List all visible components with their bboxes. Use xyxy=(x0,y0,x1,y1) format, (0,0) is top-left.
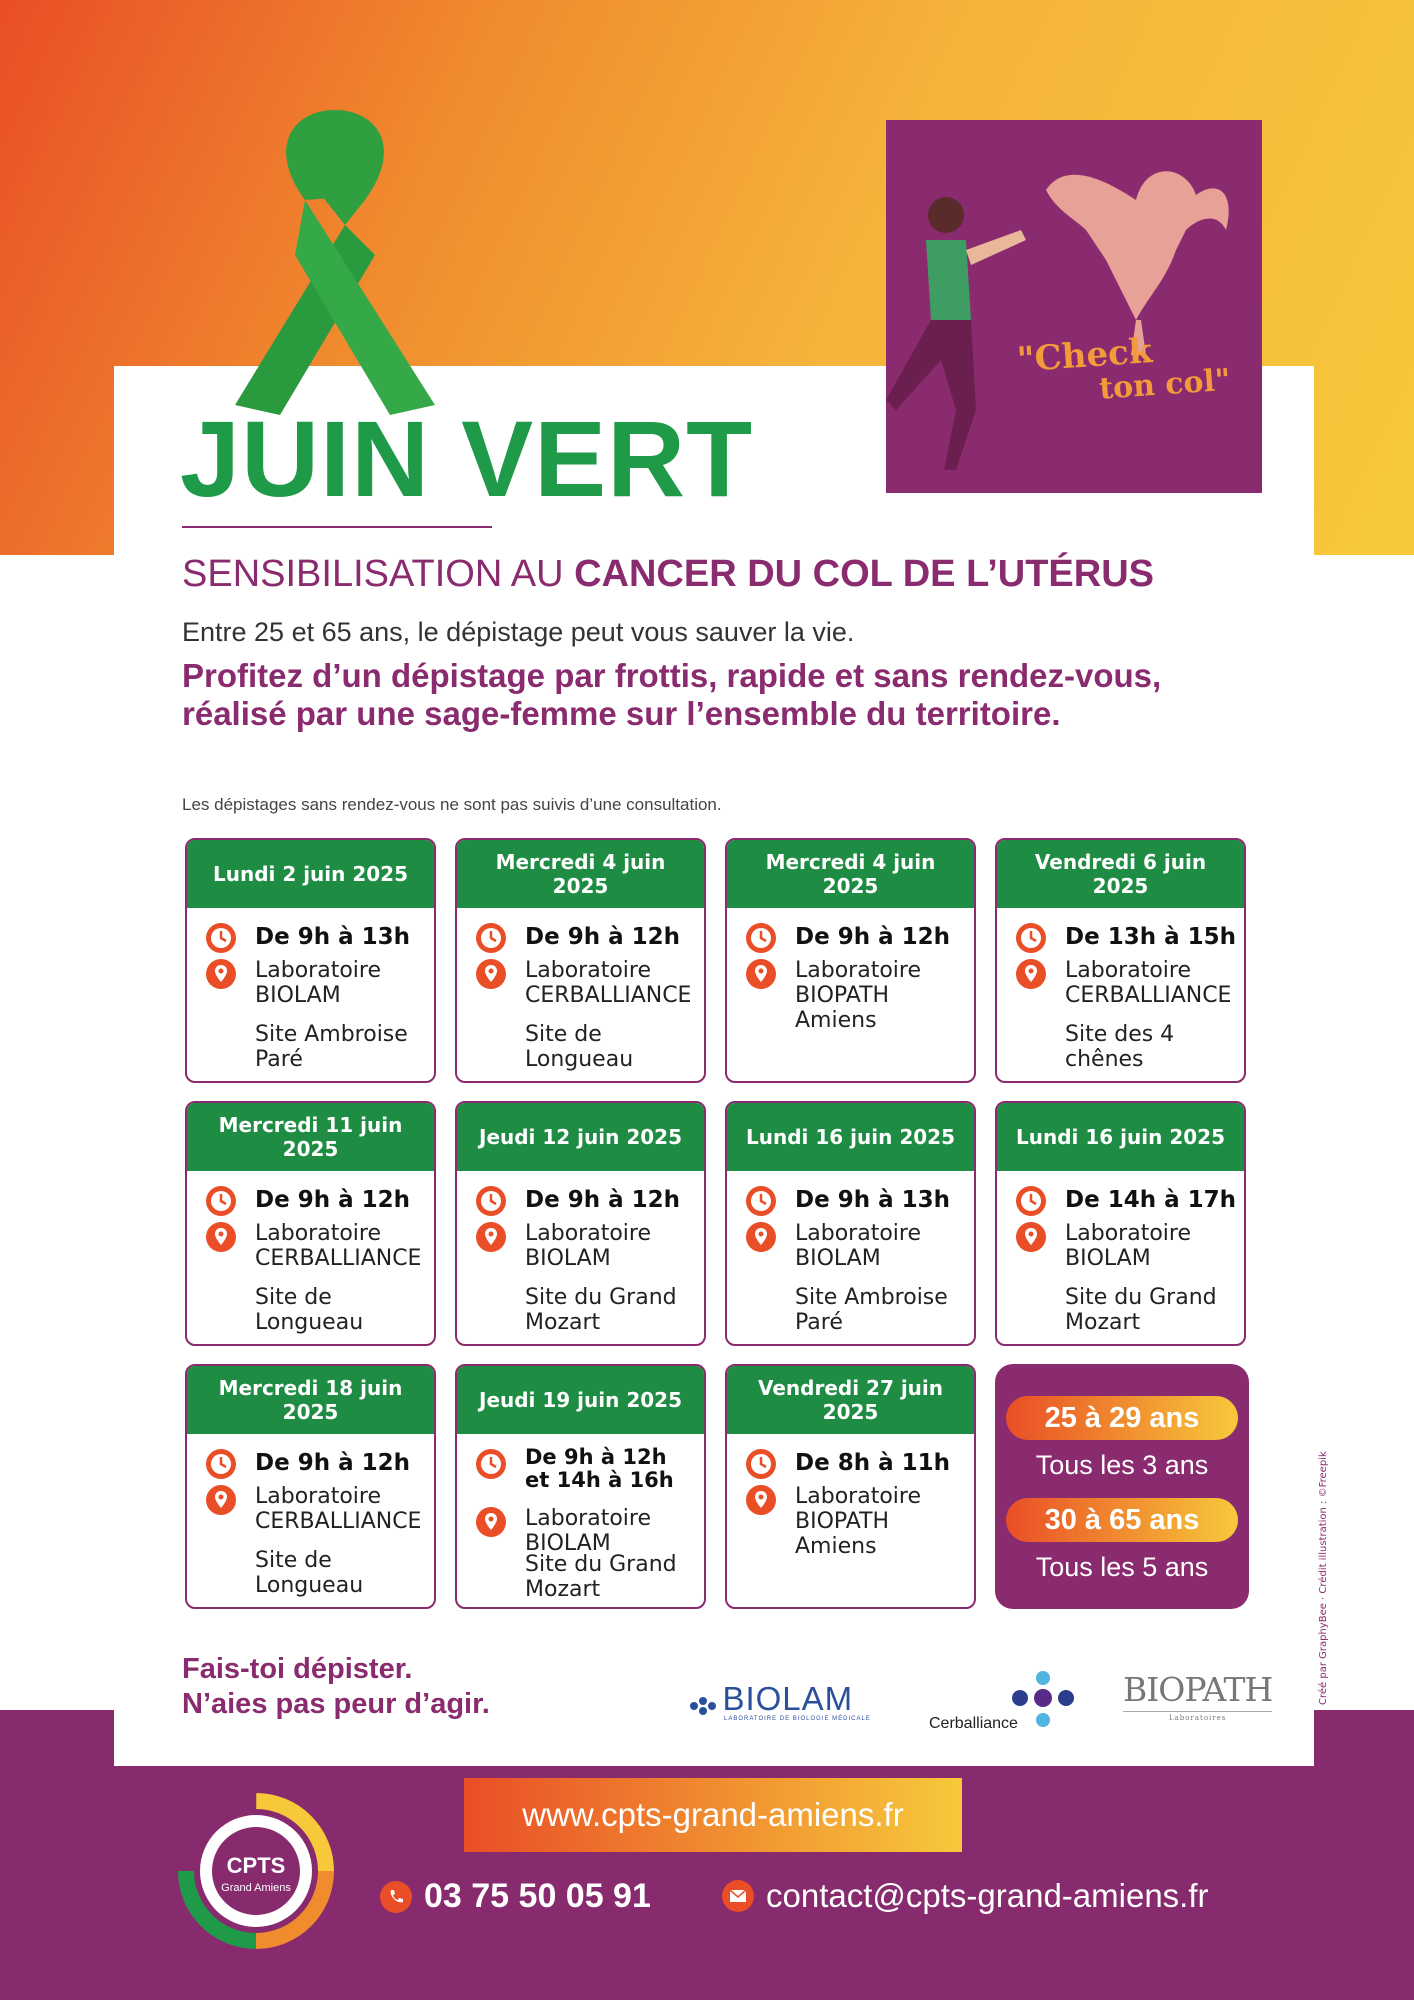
clock-icon xyxy=(205,1448,237,1480)
clock-icon xyxy=(1015,1185,1047,1217)
note-text: Les dépistages sans rendez-vous ne sont pas suivis d’une consultation. xyxy=(182,795,722,814)
session-date: Lundi 16 juin 2025 xyxy=(727,1103,974,1171)
session-time-row xyxy=(745,1185,950,1217)
age-frequency-box xyxy=(995,1364,1249,1609)
phone-icon xyxy=(380,1881,412,1913)
session-time: De 9h à 12h xyxy=(255,1187,410,1213)
age-range-pill: 25 à 29 ans xyxy=(1006,1396,1238,1440)
location-pin-icon xyxy=(205,1221,237,1253)
check-line1: "Check xyxy=(1015,331,1154,381)
subtitle-prefix: SENSIBILISATION AU xyxy=(182,553,564,595)
cerballiance-dots-icon xyxy=(1010,1668,1076,1730)
cpts-logo xyxy=(172,1787,340,1955)
cerballiance-logo: Cerballiance xyxy=(929,1715,1018,1732)
session-time-row xyxy=(745,1448,950,1480)
session-card xyxy=(725,838,976,1083)
session-date: Mercredi 4 juin 2025 xyxy=(457,840,704,908)
session-lab-row xyxy=(475,1506,700,1556)
session-lab: Laboratoire BIOLAM xyxy=(255,958,381,1008)
session-date: Lundi 2 juin 2025 xyxy=(187,840,434,908)
session-date: Lundi 16 juin 2025 xyxy=(997,1103,1244,1171)
website-link[interactable]: www.cpts-grand-amiens.fr xyxy=(464,1778,962,1852)
session-lab: Laboratoire BIOLAM xyxy=(525,1221,651,1271)
session-card xyxy=(185,838,436,1083)
session-lab: Laboratoire BIOLAM xyxy=(1065,1221,1191,1271)
biolam-name: BIOLAM xyxy=(722,1680,854,1717)
cpts-name: CPTS xyxy=(226,1853,286,1878)
location-pin-icon xyxy=(1015,1221,1047,1253)
age-frequency: Tous les 3 ans xyxy=(1035,1450,1209,1480)
session-date: Vendredi 27 juin 2025 xyxy=(727,1366,974,1434)
location-pin-icon xyxy=(205,1484,237,1516)
awareness-ribbon-icon xyxy=(195,105,475,415)
check-line2: ton col" xyxy=(1098,362,1232,407)
session-time: De 14h à 17h xyxy=(1065,1187,1236,1213)
session-date: Vendredi 6 juin 2025 xyxy=(997,840,1244,908)
session-time-row xyxy=(1015,1185,1236,1217)
session-site: Site du Grand Mozart xyxy=(1065,1285,1217,1335)
title-divider xyxy=(182,526,492,528)
session-time: De 9h à 12h xyxy=(795,924,950,950)
session-lab: Laboratoire CERBALLIANCE xyxy=(525,958,692,1008)
session-time-row xyxy=(1015,922,1236,954)
uterus-woman-icon xyxy=(886,120,1262,493)
biopath-name: BIOPATH xyxy=(1123,1670,1273,1709)
intro-text: Entre 25 et 65 ans, le dépistage peut vous sauver la vie. xyxy=(182,617,855,647)
session-site: Site du Grand Mozart xyxy=(525,1552,677,1602)
clock-icon xyxy=(745,1448,777,1480)
slogan-line1: Fais-toi dépister. xyxy=(182,1653,413,1685)
session-site: Site du Grand Mozart xyxy=(525,1285,677,1335)
session-site: Site des 4 chênes xyxy=(1065,1022,1175,1072)
clock-icon xyxy=(1015,922,1047,954)
email-contact[interactable] xyxy=(722,1877,1209,1915)
session-card xyxy=(995,1101,1246,1346)
clock-icon xyxy=(475,1448,507,1480)
age-range-pill: 30 à 65 ans xyxy=(1006,1498,1238,1542)
session-card xyxy=(185,1101,436,1346)
session-site: Site de Longueau xyxy=(255,1548,364,1598)
session-site: Site de Longueau xyxy=(255,1285,364,1335)
session-card xyxy=(995,838,1246,1083)
session-card xyxy=(455,1364,706,1609)
clock-icon xyxy=(205,922,237,954)
session-time: De 9h à 12h xyxy=(525,924,680,950)
highlight-text: Profitez d’un dépistage par frottis, rapide et sans rendez-vous, réalisé par une sage-femme sur l’ensemble du territoire. xyxy=(182,657,1162,732)
session-lab: Laboratoire CERBALLIANCE xyxy=(1065,958,1232,1008)
session-lab-row xyxy=(205,958,430,1008)
session-time: De 9h à 12h et 14h à 16h xyxy=(525,1445,674,1492)
location-pin-icon xyxy=(205,958,237,990)
slogan-line2: N’aies pas peur d’agir. xyxy=(182,1688,490,1720)
location-pin-icon xyxy=(745,1484,777,1516)
session-site: Site Ambroise Paré xyxy=(795,1285,948,1335)
clock-icon xyxy=(745,922,777,954)
session-site: Site Ambroise Paré xyxy=(255,1022,408,1072)
session-date: Jeudi 19 juin 2025 xyxy=(457,1366,704,1434)
session-lab-row xyxy=(475,958,700,1008)
location-pin-icon xyxy=(1015,958,1047,990)
location-pin-icon xyxy=(745,958,777,990)
session-site: Site de Longueau xyxy=(525,1022,634,1072)
session-lab-row xyxy=(205,1484,430,1534)
session-lab-row xyxy=(205,1221,430,1271)
poster-subtitle xyxy=(182,553,1154,596)
session-time-row xyxy=(745,922,950,954)
session-date: Mercredi 11 juin 2025 xyxy=(187,1103,434,1171)
session-lab: Laboratoire CERBALLIANCE xyxy=(255,1484,422,1534)
clock-icon xyxy=(205,1185,237,1217)
session-time: De 9h à 12h xyxy=(255,1450,410,1476)
session-time-row xyxy=(205,1448,410,1480)
session-time: De 13h à 15h xyxy=(1065,924,1236,950)
session-date: Jeudi 12 juin 2025 xyxy=(457,1103,704,1171)
credit-text: Créé par GraphyBee · Crédit illustration : ©Freepik xyxy=(1318,1451,1329,1705)
session-lab-row xyxy=(1015,1221,1240,1271)
session-time-row xyxy=(475,1445,675,1492)
session-time-row xyxy=(205,922,410,954)
session-lab: Laboratoire BIOLAM xyxy=(795,1221,921,1271)
session-time-row xyxy=(475,1185,680,1217)
session-lab-row xyxy=(1015,958,1240,1008)
location-pin-icon xyxy=(475,1506,507,1538)
biolam-mark-icon xyxy=(688,1696,718,1716)
clock-icon xyxy=(475,1185,507,1217)
poster-title: JUIN VERT xyxy=(180,398,754,519)
location-pin-icon xyxy=(745,1221,777,1253)
biopath-logo xyxy=(1123,1670,1272,1722)
session-card xyxy=(725,1364,976,1609)
biolam-logo xyxy=(688,1680,871,1722)
session-date: Mercredi 18 juin 2025 xyxy=(187,1366,434,1434)
check-ton-col-text xyxy=(1016,329,1232,411)
phone-number: 03 75 50 05 91 xyxy=(424,1877,651,1915)
session-card xyxy=(725,1101,976,1346)
biolam-tagline: LABORATOIRE DE BIOLOGIE MÉDICALE xyxy=(724,1716,871,1722)
session-card xyxy=(455,838,706,1083)
session-time-row xyxy=(205,1185,410,1217)
slogan xyxy=(182,1652,490,1722)
session-time-row xyxy=(475,922,680,954)
session-time: De 9h à 13h xyxy=(255,924,410,950)
session-lab: Laboratoire CERBALLIANCE xyxy=(255,1221,422,1271)
check-ton-col-illustration xyxy=(886,120,1262,493)
session-lab-row xyxy=(745,1484,970,1559)
session-lab: Laboratoire BIOPATH Amiens xyxy=(795,958,921,1033)
session-date: Mercredi 4 juin 2025 xyxy=(727,840,974,908)
email-address: contact@cpts-grand-amiens.fr xyxy=(766,1877,1209,1914)
session-card xyxy=(185,1364,436,1609)
session-lab-row xyxy=(745,958,970,1033)
session-time: De 9h à 12h xyxy=(525,1187,680,1213)
session-lab-row xyxy=(745,1221,970,1271)
clock-icon xyxy=(475,922,507,954)
age-frequency: Tous les 5 ans xyxy=(1035,1552,1209,1582)
session-lab: Laboratoire BIOPATH Amiens xyxy=(795,1484,921,1559)
cpts-sub: Grand Amiens xyxy=(221,1882,291,1894)
phone-contact[interactable] xyxy=(380,1877,651,1916)
session-lab: Laboratoire BIOLAM xyxy=(525,1506,651,1556)
session-time: De 8h à 11h xyxy=(795,1450,950,1476)
location-pin-icon xyxy=(475,1221,507,1253)
session-card xyxy=(455,1101,706,1346)
biopath-sub: Laboratoires xyxy=(1123,1711,1272,1722)
session-lab-row xyxy=(475,1221,700,1271)
session-time: De 9h à 13h xyxy=(795,1187,950,1213)
subtitle-strong: CANCER DU COL DE L’UTÉRUS xyxy=(574,553,1154,595)
email-icon xyxy=(722,1880,754,1912)
location-pin-icon xyxy=(475,958,507,990)
clock-icon xyxy=(745,1185,777,1217)
